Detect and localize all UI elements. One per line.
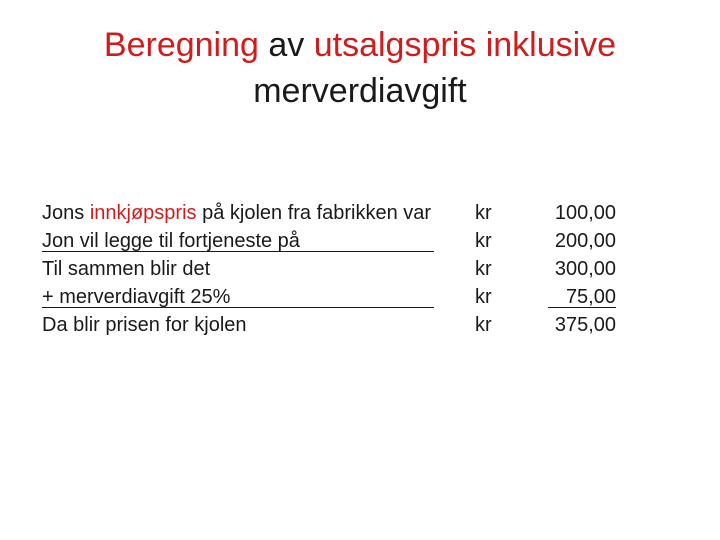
row-currency: kr <box>475 314 492 336</box>
row-description: Til sammen blir det <box>42 258 211 280</box>
title-word-av: av <box>258 26 314 64</box>
description-prefix: Jons <box>42 202 90 224</box>
row-description: + merverdiavgift 25% <box>42 283 434 308</box>
calc-row-subtotal <box>42 255 622 283</box>
row-amount: 200,00 <box>554 230 616 252</box>
title-word-beregning: Beregning <box>103 26 259 64</box>
calculation-table <box>42 199 622 339</box>
row-amount: 75,00 <box>548 283 616 308</box>
calc-row-total <box>42 311 622 339</box>
slide-title <box>0 22 720 114</box>
row-description: Jon vil legge til fortjeneste på <box>42 227 434 252</box>
row-currency: kr <box>475 202 492 224</box>
calc-row-profit <box>42 227 622 255</box>
row-currency: kr <box>475 230 492 252</box>
row-description: Da blir prisen for kjolen <box>42 314 247 336</box>
row-currency: kr <box>475 286 492 308</box>
row-currency: kr <box>475 258 492 280</box>
title-words-utsalgspris: utsalgspris inklusive <box>313 26 617 64</box>
row-description <box>42 199 431 227</box>
calc-row-vat <box>42 283 622 311</box>
title-line-1 <box>0 22 720 68</box>
row-amount: 100,00 <box>554 202 616 224</box>
description-highlight: innkjøpspris <box>89 202 197 224</box>
title-line-2: merverdiavgift <box>253 72 467 110</box>
description-suffix: på kjolen fra fabrikken var <box>196 202 432 224</box>
calc-row-purchase-price <box>42 199 622 227</box>
row-amount: 300,00 <box>554 258 616 280</box>
row-amount: 375,00 <box>554 314 616 336</box>
